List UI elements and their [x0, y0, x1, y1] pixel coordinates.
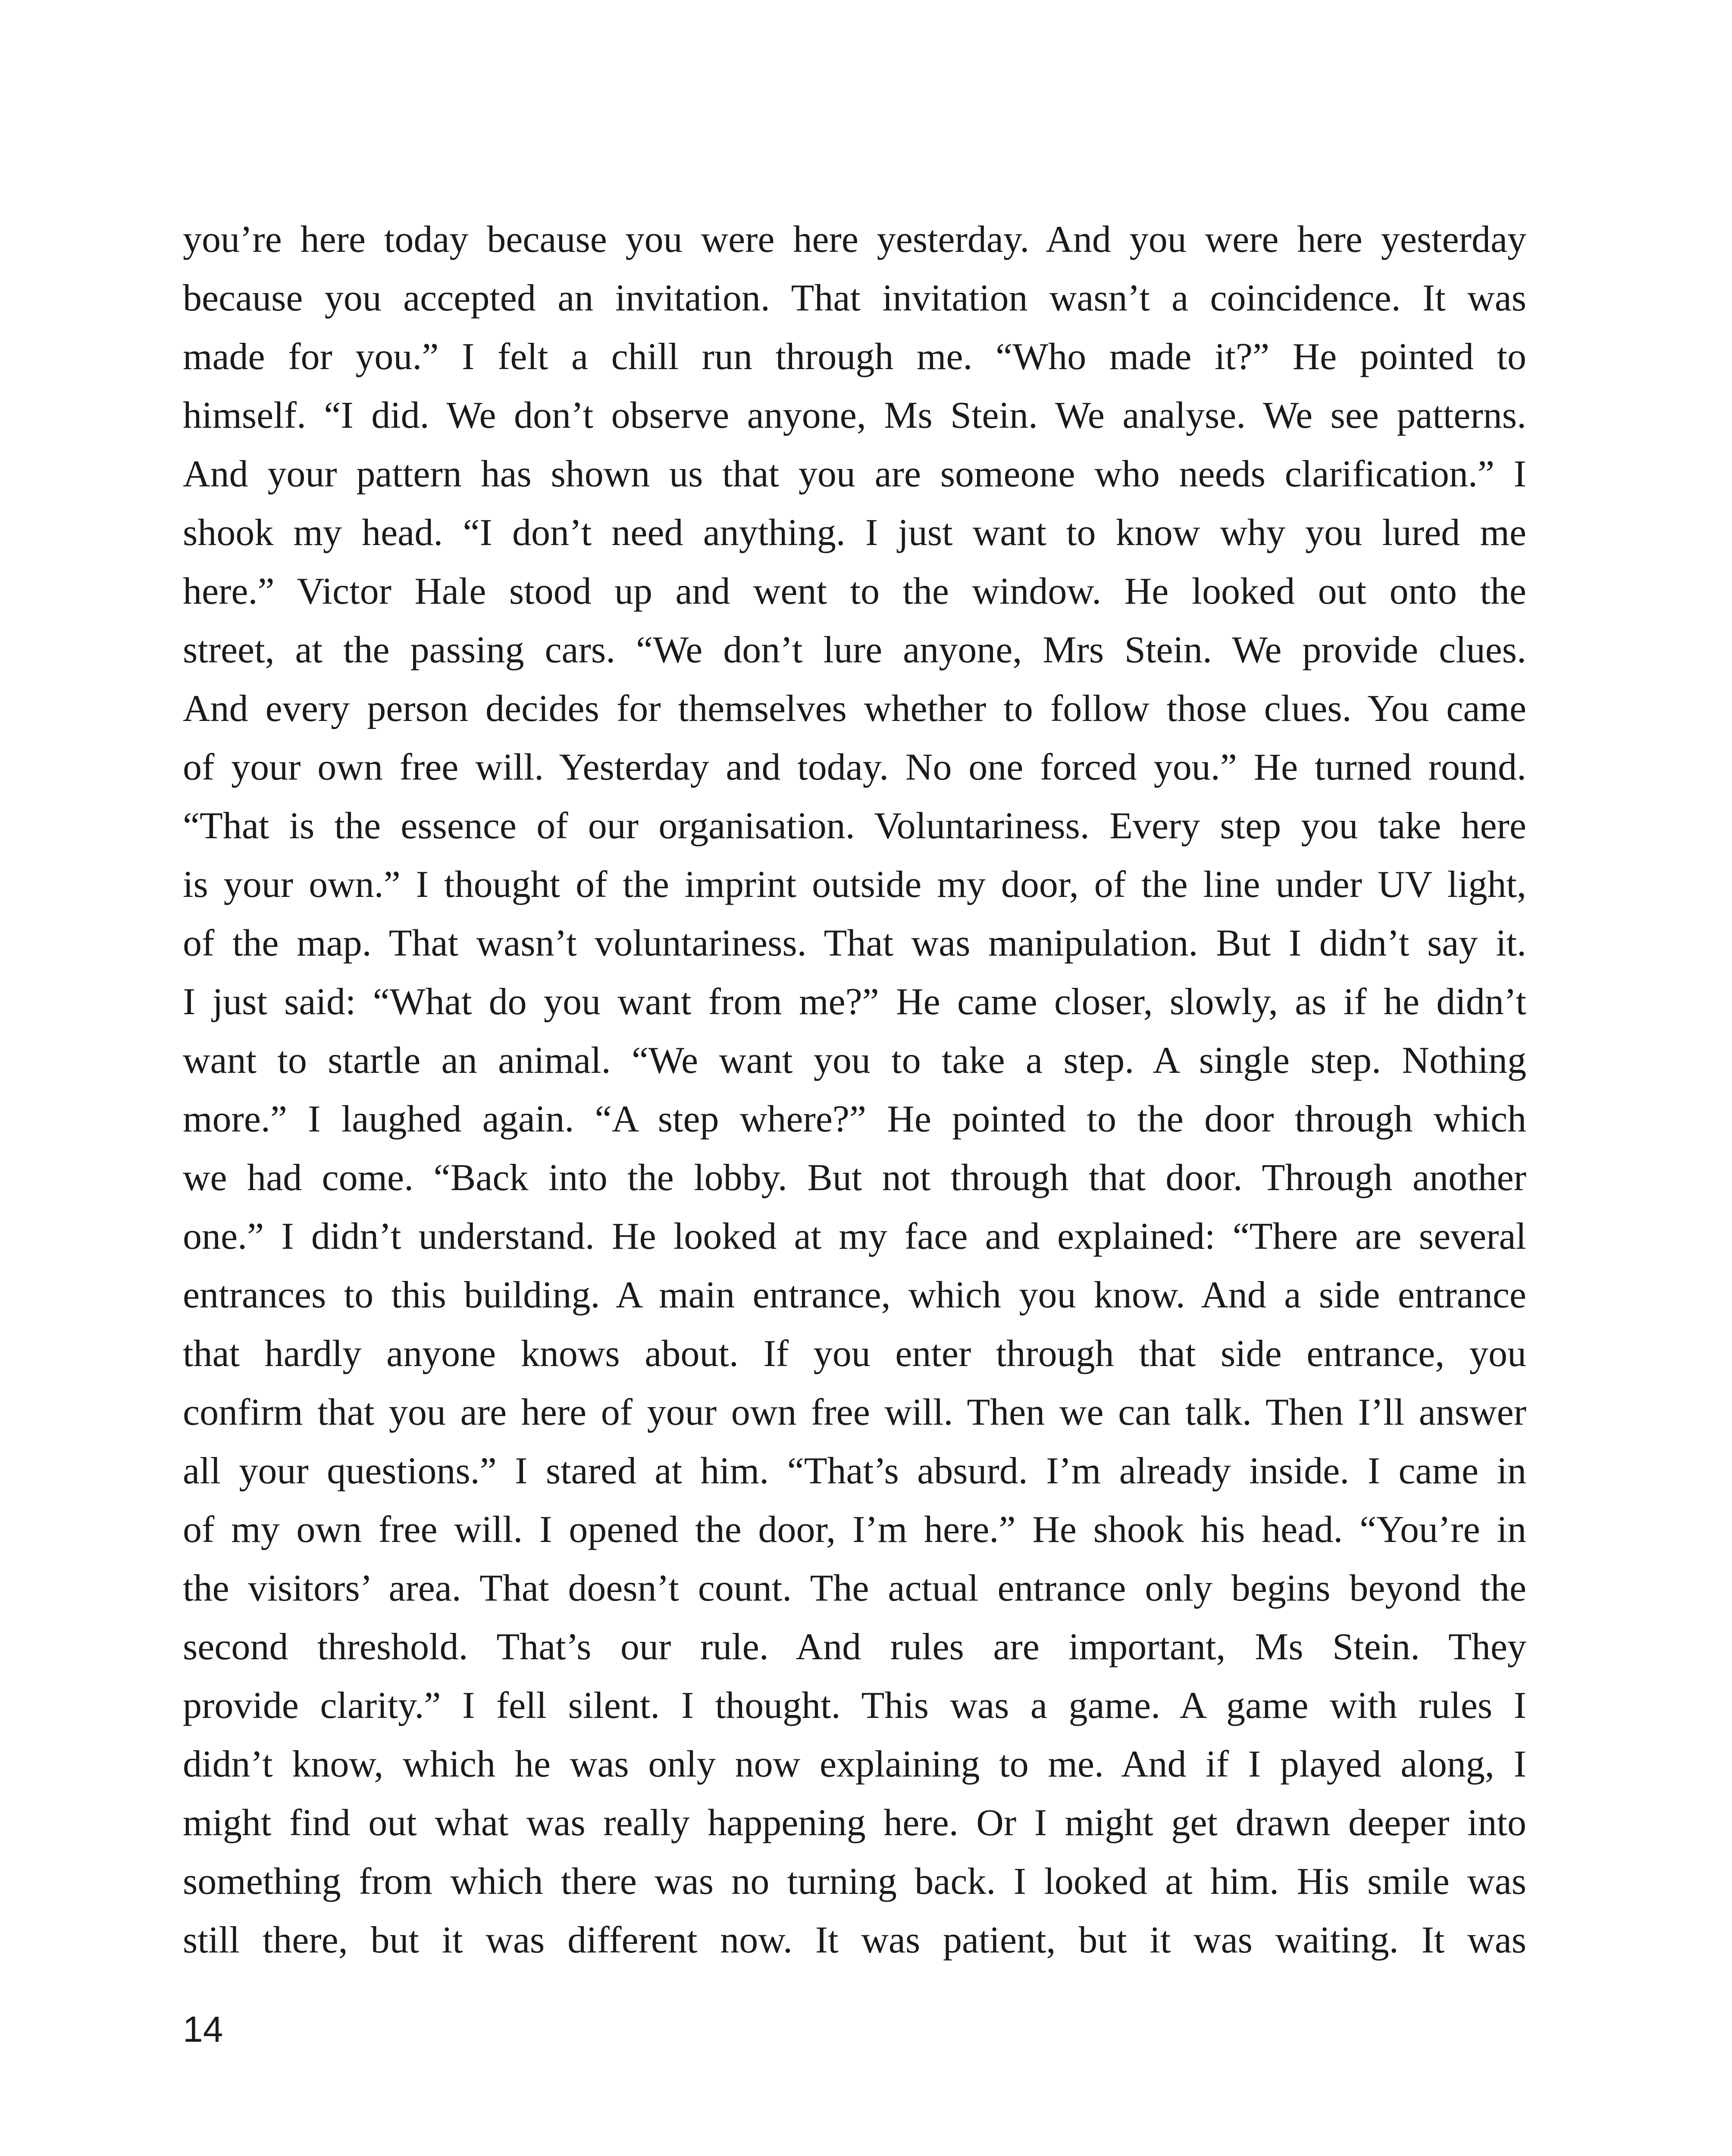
text-line: of the map. That wasn’t voluntariness. That was manipulation. But I didn’t say it.	[183, 922, 1526, 964]
text-line: is your own.” I thought of the imprint outside my door, of the line under UV light,	[183, 864, 1526, 906]
text-line: more.” I laughed again. “A step where?” He pointed to the door through which	[183, 1098, 1526, 1140]
text-line: And your pattern has shown us that you are someone who needs clarification.” I	[183, 453, 1526, 495]
text-line: you’re here today because you were here yesterday. And you were here yesterday	[183, 219, 1526, 260]
text-line: “That is the essence of our organisation. Voluntariness. Every step you take here	[183, 805, 1526, 847]
text-line: I just said: “What do you want from me?” He came closer, slowly, as if he didn’t	[183, 981, 1526, 1023]
text-line: still there, but it was different now. It was patient, but it was waiting. It was	[183, 1919, 1526, 1961]
text-line: himself. “I did. We don’t observe anyone, Ms Stein. We analyse. We see patterns.	[183, 395, 1526, 436]
text-line: that hardly anyone knows about. If you enter through that side entrance, you	[183, 1333, 1526, 1375]
text-line: entrances to this building. A main entrance, which you know. And a side entrance	[183, 1274, 1526, 1316]
text-line: confirm that you are here of your own free will. Then we can talk. Then I’ll answer	[183, 1391, 1526, 1433]
text-line: made for you.” I felt a chill run through me. “Who made it?” He pointed to	[183, 336, 1526, 378]
text-line: second threshold. That’s our rule. And rules are important, Ms Stein. They	[183, 1626, 1526, 1668]
text-line: of your own free will. Yesterday and today. No one forced you.” He turned round.	[183, 746, 1526, 788]
text-line: provide clarity.” I fell silent. I thought. This was a game. A game with rules I	[183, 1685, 1526, 1727]
page-number: 14	[183, 2009, 223, 2049]
text-line: something from which there was no turning back. I looked at him. His smile was	[183, 1861, 1526, 1902]
text-line: one.” I didn’t understand. He looked at my face and explained: “There are several	[183, 1216, 1526, 1257]
text-line: shook my head. “I don’t need anything. I just want to know why you lured me	[183, 512, 1526, 554]
text-line: street, at the passing cars. “We don’t lure anyone, Mrs Stein. We provide clues.	[183, 629, 1526, 671]
text-line: might find out what was really happening here. Or I might get drawn deeper into	[183, 1802, 1526, 1844]
text-line: And every person decides for themselves whether to follow those clues. You came	[183, 688, 1526, 730]
body-text	[183, 210, 1526, 1970]
text-line: here.” Victor Hale stood up and went to the window. He looked out onto the	[183, 570, 1526, 612]
text-line: all your questions.” I stared at him. “That’s absurd. I’m already inside. I came in	[183, 1450, 1526, 1492]
text-line: didn’t know, which he was only now explaining to me. And if I played along, I	[183, 1743, 1526, 1785]
text-line: because you accepted an invitation. That invitation wasn’t a coincidence. It was	[183, 277, 1526, 319]
text-line: the visitors’ area. That doesn’t count. The actual entrance only begins beyond the	[183, 1567, 1526, 1609]
text-line: we had come. “Back into the lobby. But not through that door. Through another	[183, 1157, 1526, 1199]
text-line: of my own free will. I opened the door, I’m here.” He shook his head. “You’re in	[183, 1509, 1526, 1551]
text-line: want to startle an animal. “We want you to take a step. A single step. Nothing	[183, 1040, 1526, 1081]
